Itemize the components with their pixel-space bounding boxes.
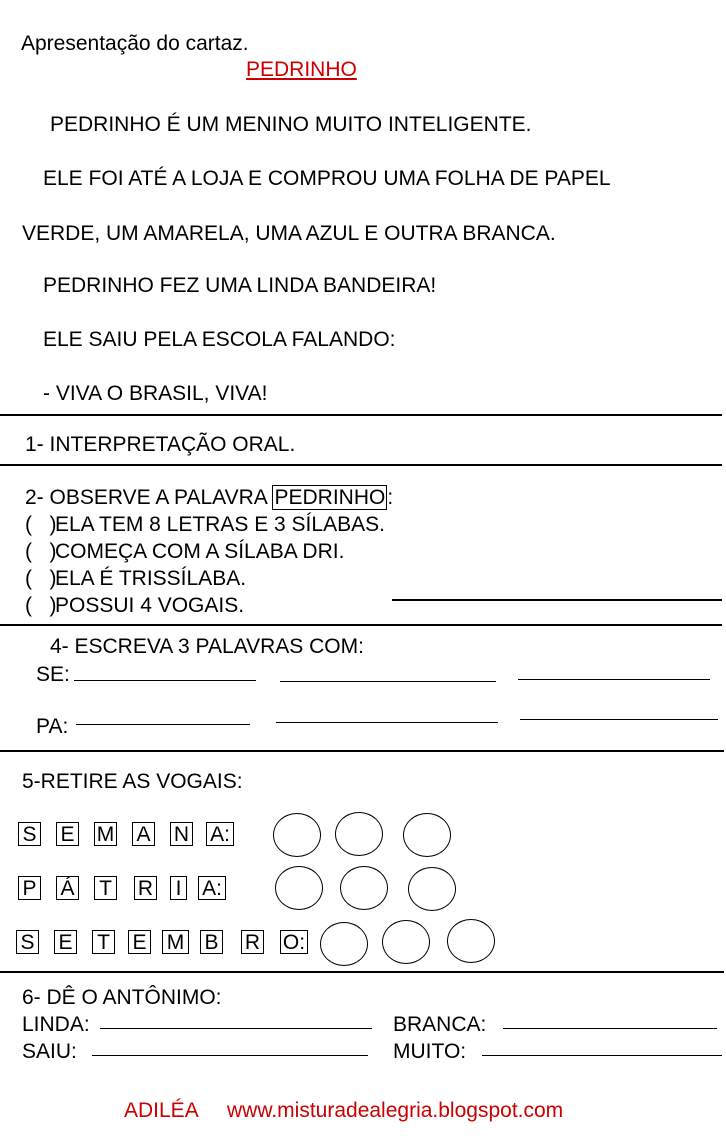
letter-box: T bbox=[94, 876, 117, 900]
divider bbox=[0, 624, 722, 626]
question-2-prefix: 2- OBSERVE A PALAVRA bbox=[25, 486, 273, 509]
poster-title: PEDRINHO bbox=[246, 58, 357, 81]
answer-box[interactable]: ( ) bbox=[25, 594, 57, 617]
answer-circle[interactable] bbox=[335, 812, 383, 856]
letter-box: S bbox=[16, 930, 39, 954]
label-linda: LINDA: bbox=[22, 1013, 90, 1036]
label-se: SE: bbox=[36, 663, 70, 686]
answer-circle[interactable] bbox=[447, 919, 495, 963]
footer-author: ADILÉA bbox=[124, 1099, 199, 1122]
story-line-2: ELE FOI ATÉ A LOJA E COMPROU UMA FOLHA DE PAPEL bbox=[43, 167, 611, 190]
letter-box: E bbox=[54, 930, 77, 954]
divider bbox=[0, 414, 722, 416]
story-line-4: PEDRINHO FEZ UMA LINDA BANDEIRA! bbox=[43, 274, 437, 297]
answer-line[interactable] bbox=[74, 680, 256, 681]
answer-box[interactable]: ( ) bbox=[25, 513, 57, 536]
story-line-5: ELE SAIU PELA ESCOLA FALANDO: bbox=[43, 328, 396, 351]
letter-box: N bbox=[170, 822, 193, 846]
divider bbox=[0, 971, 724, 973]
label-saiu: SAIU: bbox=[22, 1040, 77, 1063]
letter-box: R bbox=[241, 930, 264, 954]
question-6: 6- DÊ O ANTÔNIMO: bbox=[22, 986, 222, 1009]
answer-circle[interactable] bbox=[408, 867, 456, 911]
label-pa: PA: bbox=[36, 715, 69, 738]
option-row bbox=[25, 595, 244, 616]
answer-line[interactable] bbox=[276, 722, 498, 723]
answer-circle[interactable] bbox=[382, 920, 430, 964]
answer-circle[interactable] bbox=[320, 922, 368, 966]
question-1: 1- INTERPRETAÇÃO ORAL. bbox=[25, 433, 296, 456]
story-line-3: VERDE, UM AMARELA, UMA AZUL E OUTRA BRANCA. bbox=[22, 222, 556, 245]
letter-box: E bbox=[128, 930, 151, 954]
highlighted-word: PEDRINHO bbox=[274, 486, 386, 509]
question-4: 4- ESCREVA 3 PALAVRAS COM: bbox=[50, 635, 364, 658]
answer-line[interactable] bbox=[92, 1055, 368, 1056]
letter-box: M bbox=[94, 822, 117, 846]
footer-site-link[interactable]: www.misturadealegria.blogspot.com bbox=[227, 1099, 564, 1122]
letter-box: M bbox=[162, 930, 189, 954]
letter-box: O: bbox=[280, 930, 308, 954]
intro-text: Apresentação do cartaz. bbox=[21, 32, 249, 55]
answer-line[interactable] bbox=[518, 679, 710, 680]
question-2-suffix: : bbox=[387, 486, 394, 509]
option-text: POSSUI 4 VOGAIS. bbox=[55, 594, 245, 617]
answer-line[interactable] bbox=[520, 719, 718, 720]
letter-box: S bbox=[18, 822, 41, 846]
answer-line[interactable] bbox=[76, 724, 250, 725]
option-row bbox=[25, 568, 246, 589]
label-muito: MUITO: bbox=[393, 1040, 467, 1063]
letter-box: A bbox=[132, 822, 155, 846]
letter-box: R bbox=[134, 876, 157, 900]
answer-circle[interactable] bbox=[275, 866, 323, 910]
letter-box: T bbox=[92, 930, 115, 954]
answer-box[interactable]: ( ) bbox=[25, 567, 57, 590]
option-row bbox=[25, 541, 344, 562]
answer-box[interactable]: ( ) bbox=[25, 540, 57, 563]
option-text: COMEÇA COM A SÍLABA DRI. bbox=[55, 540, 345, 563]
divider bbox=[0, 464, 722, 466]
answer-circle[interactable] bbox=[340, 866, 388, 910]
answer-line[interactable] bbox=[100, 1028, 372, 1029]
divider bbox=[0, 750, 724, 752]
story-line-1: PEDRINHO É UM MENINO MUITO INTELIGENTE. bbox=[50, 113, 532, 136]
divider bbox=[392, 599, 722, 601]
story-line-6: - VIVA O BRASIL, VIVA! bbox=[43, 382, 268, 405]
letter-box: B bbox=[200, 930, 223, 954]
question-5: 5-RETIRE AS VOGAIS: bbox=[22, 770, 243, 793]
letter-box: A: bbox=[206, 822, 234, 846]
option-text: ELA TEM 8 LETRAS E 3 SÍLABAS. bbox=[55, 513, 385, 536]
label-branca: BRANCA: bbox=[393, 1013, 487, 1036]
letter-box: Á bbox=[56, 876, 79, 900]
letter-box: I bbox=[170, 876, 187, 900]
option-row bbox=[25, 514, 385, 535]
answer-circle[interactable] bbox=[403, 813, 451, 857]
letter-box: A: bbox=[198, 876, 226, 900]
answer-line[interactable] bbox=[503, 1028, 717, 1029]
answer-line[interactable] bbox=[280, 681, 496, 682]
question-2 bbox=[25, 487, 393, 508]
letter-box: E bbox=[56, 822, 79, 846]
answer-line[interactable] bbox=[482, 1055, 722, 1056]
option-text: ELA É TRISSÍLABA. bbox=[55, 567, 247, 590]
answer-circle[interactable] bbox=[273, 813, 321, 857]
letter-box: P bbox=[18, 876, 41, 900]
